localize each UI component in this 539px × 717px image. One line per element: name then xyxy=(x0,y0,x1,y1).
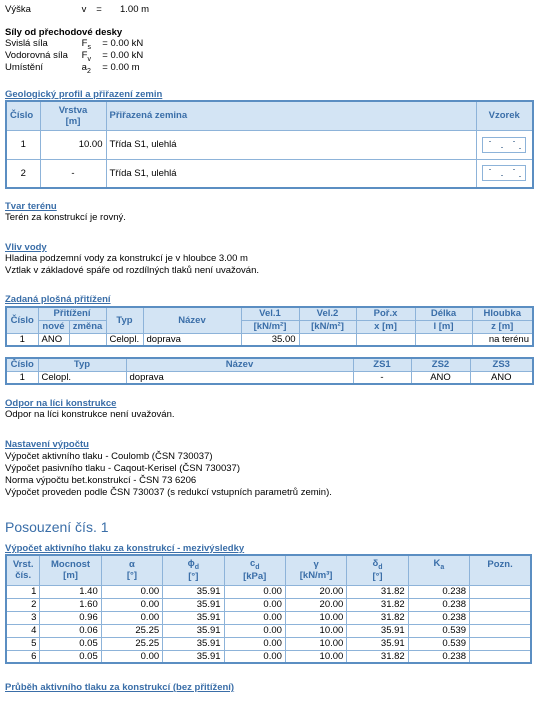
aktivni-tlak-table xyxy=(5,554,532,664)
at-alpha: 25.25 xyxy=(101,637,162,650)
at-alpha: 0.00 xyxy=(101,598,162,611)
zs-h-zs1: ZS1 xyxy=(353,358,411,371)
pr-porx xyxy=(356,333,415,346)
geo-title: Geologický profil a přiřazení zemin xyxy=(5,89,163,100)
voda-title: Vliv vody xyxy=(5,242,47,253)
at-alpha: 0.00 xyxy=(101,611,162,624)
pr-h-vel2u: [kN/m²] xyxy=(299,320,356,333)
at-alpha: 25.25 xyxy=(101,624,162,637)
at-h-pozn: Pozn. xyxy=(470,555,531,585)
zs-nazev: doprava xyxy=(126,371,353,384)
at-gamma: 10.00 xyxy=(285,624,346,637)
at-phi: 35.91 xyxy=(163,624,224,637)
zs-h-cislo: Číslo xyxy=(6,358,38,371)
table-row xyxy=(6,598,531,611)
pr-h-hloubkau: z [m] xyxy=(472,320,533,333)
svisla-sub: s xyxy=(87,43,91,51)
at-h-delta: $\delta_d$ [°] xyxy=(347,555,408,585)
nastaveni-line: Norma výpočtu bet.konstrukcí - ČSN 73 6206 xyxy=(5,475,197,486)
svisla-unit: kN xyxy=(131,38,144,49)
posouzeni-subtitle: Výpočet aktivního tlaku za konstrukcí - mezivýsledky xyxy=(5,543,245,554)
table-row xyxy=(6,333,533,346)
umisteni-label: Umístění xyxy=(5,62,44,73)
pr-h-pritizeni: Přitížení xyxy=(38,307,106,320)
pritizeni-title: Zadaná plošná přitížení xyxy=(5,294,111,305)
geo-h-zemina: Přiřazená zemina xyxy=(106,101,476,130)
at-delta: 35.91 xyxy=(347,624,408,637)
vyska-eq: = xyxy=(96,4,102,15)
at-mocnost: 0.05 xyxy=(40,637,101,650)
pr-nazev: doprava xyxy=(143,333,241,346)
at-c: 0.00 xyxy=(224,637,285,650)
pr-cislo: 1 xyxy=(6,333,38,346)
pr-h-cislo: Číslo xyxy=(6,307,38,333)
pr-delka xyxy=(415,333,472,346)
at-delta: 31.82 xyxy=(347,611,408,624)
pr-hloubka: na terénu xyxy=(472,333,533,346)
zs-header-row xyxy=(6,358,533,371)
at-vrst: 2 xyxy=(6,598,40,611)
at-c: 0.00 xyxy=(224,598,285,611)
geo-zemina: Třída S1, ulehlá xyxy=(106,130,476,159)
zs-zs1: - xyxy=(353,371,411,384)
vodorovna-symbol: F xyxy=(81,50,88,61)
pritizeni-table xyxy=(5,306,534,347)
at-delta: 31.82 xyxy=(347,650,408,663)
geo-h-vrstva: Vrstva [m] xyxy=(40,101,106,130)
table-row xyxy=(6,611,531,624)
at-h-alpha: α [°] xyxy=(101,555,162,585)
at-gamma: 10.00 xyxy=(285,637,346,650)
at-vrst: 6 xyxy=(6,650,40,663)
zs-zs3: ANO xyxy=(470,371,533,384)
pr-h-vel2: Vel.2 xyxy=(299,307,356,320)
vodorovna-label: Vodorovná síla xyxy=(5,50,68,61)
at-alpha: 0.00 xyxy=(101,650,162,663)
at-delta: 35.91 xyxy=(347,637,408,650)
at-c: 0.00 xyxy=(224,650,285,663)
at-mocnost: 1.40 xyxy=(40,585,101,598)
voda-line1: Hladina podzemní vody za konstrukcí je v hloubce 3.00 m xyxy=(5,253,248,264)
svisla-value: 0.00 xyxy=(110,38,129,49)
at-pozn xyxy=(470,650,531,663)
at-alpha: 0.00 xyxy=(101,585,162,598)
teren-title: Tvar terénu xyxy=(5,201,57,212)
vodorovna-sub: v xyxy=(87,55,91,63)
vyska-unit: m xyxy=(141,4,150,15)
table-row xyxy=(6,159,533,188)
pr-h-typ: Typ xyxy=(106,307,143,333)
zatezove-stavy-table xyxy=(5,357,534,385)
umisteni-symbol: a xyxy=(81,62,87,73)
at-gamma: 20.00 xyxy=(285,585,346,598)
at-delta: 31.82 xyxy=(347,585,408,598)
at-ka: 0.539 xyxy=(408,624,469,637)
pr-zmena xyxy=(69,333,106,346)
at-vrst: 1 xyxy=(6,585,40,598)
at-mocnost: 0.05 xyxy=(40,650,101,663)
geo-zemina: Třída S1, ulehlá xyxy=(106,159,476,188)
table-row xyxy=(6,650,531,663)
at-h-c: $c_d$ [kPa] xyxy=(224,555,285,585)
at-mocnost: 0.06 xyxy=(40,624,101,637)
at-vrst: 4 xyxy=(6,624,40,637)
soil-sample-swatch xyxy=(482,137,526,153)
table-row xyxy=(6,624,531,637)
pritizeni-header-row-2 xyxy=(6,320,533,333)
pr-h-zmena: změna xyxy=(69,320,106,333)
at-h-mocnost: Mocnost [m] xyxy=(40,555,101,585)
soil-sample-swatch xyxy=(482,165,526,181)
zs-h-typ: Typ xyxy=(38,358,126,371)
nastaveni-line: Výpočet pasivního tlaku - Caqout-Kerisel (ČSN 730037) xyxy=(5,463,240,474)
geo-h-cislo: Číslo xyxy=(6,101,40,130)
pr-vel1: 35.00 xyxy=(241,333,299,346)
at-vrst: 5 xyxy=(6,637,40,650)
at-c: 0.00 xyxy=(224,611,285,624)
zs-cislo: 1 xyxy=(6,371,38,384)
umisteni-value: 0.00 xyxy=(110,62,129,73)
at-pozn xyxy=(470,585,531,598)
at-pozn xyxy=(470,611,531,624)
sily-title: Síly od přechodové desky xyxy=(5,27,123,38)
at-pozn xyxy=(470,598,531,611)
nastaveni-line: Výpočet aktivního tlaku - Coulomb (ČSN 730037) xyxy=(5,451,213,462)
prubeh-title: Průběh aktivního tlaku za konstrukcí (bez přitížení) xyxy=(5,682,235,693)
teren-text: Terén za konstrukcí je rovný. xyxy=(5,212,126,223)
at-header-row xyxy=(6,555,531,585)
at-ka: 0.539 xyxy=(408,637,469,650)
zs-zs2: ANO xyxy=(411,371,470,384)
at-pozn xyxy=(470,637,531,650)
at-ka: 0.238 xyxy=(408,611,469,624)
pr-vel2 xyxy=(299,333,356,346)
zs-typ: Celopl. xyxy=(38,371,126,384)
at-mocnost: 0.96 xyxy=(40,611,101,624)
at-gamma: 10.00 xyxy=(285,611,346,624)
geo-vzorek xyxy=(476,159,533,188)
at-phi: 35.91 xyxy=(163,650,224,663)
zs-h-zs3: ZS3 xyxy=(470,358,533,371)
at-phi: 35.91 xyxy=(163,598,224,611)
at-ka: 0.238 xyxy=(408,598,469,611)
pr-h-delkau: l [m] xyxy=(415,320,472,333)
at-vrst: 3 xyxy=(6,611,40,624)
nastaveni-line: Výpočet proveden podle ČSN 730037 (s redukcí vstupních parametrů zemin). xyxy=(5,487,332,498)
vodorovna-value: 0.00 xyxy=(110,50,129,61)
svisla-eq: = xyxy=(102,38,108,49)
at-c: 0.00 xyxy=(224,585,285,598)
at-gamma: 10.00 xyxy=(285,650,346,663)
at-h-vrst: Vrst. čís. xyxy=(6,555,40,585)
umisteni-row xyxy=(5,62,140,77)
pr-h-delka: Délka xyxy=(415,307,472,320)
table-row xyxy=(6,371,533,384)
at-body xyxy=(6,585,531,663)
vyska-symbol: v xyxy=(81,4,87,15)
pr-h-porxu: x [m] xyxy=(356,320,415,333)
geo-table xyxy=(5,100,534,189)
vodorovna-eq: = xyxy=(102,50,108,61)
pr-h-porx: Poř.x xyxy=(356,307,415,320)
nastaveni-title: Nastavení výpočtu xyxy=(5,439,89,450)
at-phi: 35.91 xyxy=(163,611,224,624)
at-phi: 35.91 xyxy=(163,637,224,650)
umisteni-unit: m xyxy=(131,62,140,73)
geo-h-vzorek: Vzorek xyxy=(476,101,533,130)
vyska-row xyxy=(5,4,149,15)
at-phi: 35.91 xyxy=(163,585,224,598)
at-mocnost: 1.60 xyxy=(40,598,101,611)
voda-line2: Vztlak v základové spáře od rozdílných tlaků není uvažován. xyxy=(5,265,260,276)
pr-h-vel1: Vel.1 xyxy=(241,307,299,320)
vyska-label: Výška xyxy=(5,4,31,15)
table-row xyxy=(6,130,533,159)
table-row xyxy=(6,637,531,650)
at-c: 0.00 xyxy=(224,624,285,637)
geo-header-row xyxy=(6,101,533,130)
at-ka: 0.238 xyxy=(408,585,469,598)
pr-nove: ANO xyxy=(38,333,69,346)
zs-h-zs2: ZS2 xyxy=(411,358,470,371)
at-h-phi: $\phi_d$ [°] xyxy=(163,555,224,585)
svisla-label: Svislá síla xyxy=(5,38,48,49)
at-pozn xyxy=(470,624,531,637)
pr-h-nazev: Název xyxy=(143,307,241,333)
at-h-ka: $K_a$ xyxy=(408,555,469,585)
pr-h-nove: nové xyxy=(38,320,69,333)
at-ka: 0.238 xyxy=(408,650,469,663)
posouzeni-title: Posouzení čís. 1 xyxy=(5,519,109,535)
pr-typ: Celopl. xyxy=(106,333,143,346)
zs-h-nazev: Název xyxy=(126,358,353,371)
umisteni-sub: 2 xyxy=(86,67,91,75)
pr-h-hloubka: Hloubka xyxy=(472,307,533,320)
pr-h-vel1u: [kN/m²] xyxy=(241,320,299,333)
umisteni-eq: = xyxy=(102,62,108,73)
odpor-title: Odpor na líci konstrukce xyxy=(5,398,117,409)
at-gamma: 20.00 xyxy=(285,598,346,611)
geo-vrstva: - xyxy=(40,159,106,188)
geo-cislo: 1 xyxy=(6,130,40,159)
vyska-value: 1.00 xyxy=(119,4,139,15)
geo-vrstva: 10.00 xyxy=(40,130,106,159)
vodorovna-unit: kN xyxy=(131,50,144,61)
at-h-gamma: γ [kN/m³] xyxy=(285,555,346,585)
svisla-symbol: F xyxy=(81,38,88,49)
odpor-text: Odpor na líci konstrukce není uvažován. xyxy=(5,409,175,420)
geo-vzorek xyxy=(476,130,533,159)
pritizeni-header-row-1 xyxy=(6,307,533,320)
geo-cislo: 2 xyxy=(6,159,40,188)
table-row xyxy=(6,585,531,598)
at-delta: 31.82 xyxy=(347,598,408,611)
